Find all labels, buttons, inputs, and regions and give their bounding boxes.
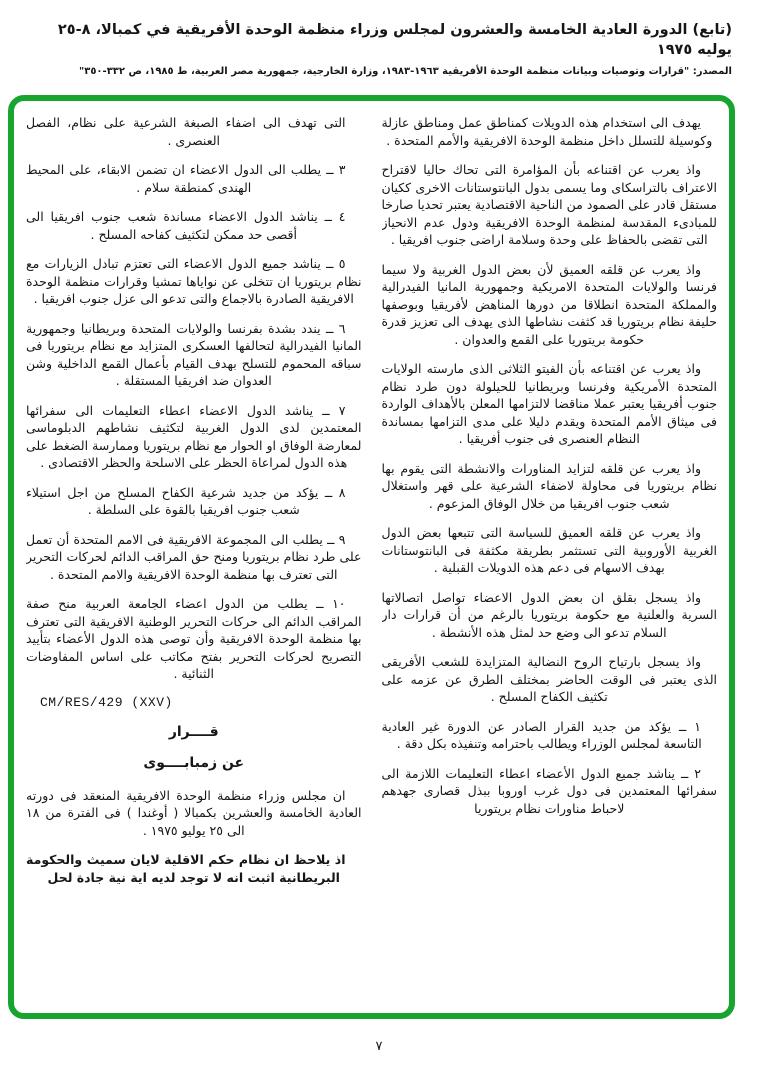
paragraph: ٦ ــ يندد بشدة بفرنسا والولايات المتحدة وبريطانيا وجمهورية المانيا الفيدرالية لتحالفها العسكرى المتزايد مع نظام بريتوريا فى سباقه المحموم للتسلح بهدف القيام بأعمال القمع الداخلية وشن العدوان ضد افريقيا المستقلة .	[26, 320, 362, 388]
source-line: المصدر: "قرارات وتوصيات وبيانات منظمة الوحدة الأفريقية ١٩٦٣-١٩٨٣، وزارة الخارجية، جمهورية مصر العربية، ط ١٩٨٥، ص ٣٣٢-٣٥٠"	[79, 66, 732, 78]
paragraph: ٣ ــ يطلب الى الدول الاعضاء ان تضمن الابقاء، على المحيط الهندى كمنطقة سلام .	[26, 162, 346, 195]
paragraph: ٥ ــ يناشد جميع الدول الاعضاء التى تعتزم تبادل الزيارات مع نظام بريتوريا ان تتخلى عن نواياها تمشيا وقرارات منظمة الوحدة الافريقية الصادرة بالاجماع والتى تدعو الى عزل جنوب افريقيا .	[26, 256, 362, 306]
paragraph: ٢ ــ يناشد جميع الدول الأعضاء اعطاء التعليمات اللازمة الى سفرائها المعتمدين فى دول غرب اوروبا ببذل قصارى جهدهم لاحباط مناورات نظام بريتوريا	[381, 765, 717, 816]
paragraph: واذ يعرب عن قلقه العميق للسياسة التى تتبعها بعض الدول الغربية الأوروبية التى تستثمر بطريقة مكثفة فى البانتوستانات بهدف الاسهام فى دعم هذه الدويلات القبلية .	[381, 525, 717, 575]
right-column	[382, 114, 718, 1000]
text-columns	[14, 101, 729, 1013]
left-column	[26, 114, 362, 1000]
resolution-noting: اذ يلاحظ ان نظام حكم الاقلية لايان سميث والحكومة البريطانية اثبت انه لا توجد لديه اية نية جادة لحل	[26, 852, 346, 885]
paragraph: واذ يعرب عن قلقه العميق لأن بعض الدول الغربية ولا سيما فرنسا والولايات المتحدة الامريكية وجمهورية المانيا الفيدرالية والمملكة المتحدة انطلاقا من دورها المناهض لأفريقيا وبوصفها حليفة نظام بريتوريا قد كثفت نشاطها الذى يهدف الى تعزيز قدرة حكومة بريتوريا على القمع والعدوان .	[381, 261, 717, 347]
paragraph: واذ يعرب عن اقتناعه بأن الفيتو الثلاثى الذى مارسته الولايات المتحدة الأمريكية وفرنسا وبريطانيا للحيلولة دون طرد نظام جنوب أفريقيا يعتبر عملا مناقضا لالتزامها المعلن بالأهداف الواردة فى ميثاق الأمم المتحدة ويقدم دليلا على مدى التزامها بمساندة النظام العنصرى فى جنوب أفريقيا .	[381, 361, 717, 446]
paragraph: واذ يعرب عن قلقه لتزايد المناورات والانشطة التى يقوم بها نظام بريتوريا فى محاولة لاضفاء الشرعية على قهر واستغلال شعب جنوب افريقيا من خلال الوفاق المزعوم .	[381, 460, 717, 511]
document-header	[30, 21, 732, 77]
paragraph: ١٠ ــ يطلب من الدول اعضاء الجامعة العربية منح صفة المراقب الدائم الى حركات التحرير الوطنية الافريقية التى تعترف بها منظمة الوحدة الافريقية وأن توصى هذه الدول الأعضاء بتأييد التصريح لحركات التحرير بفتح مكاتب على اساس المفاوضات الثنائية .	[26, 596, 362, 681]
green-border-box	[8, 95, 735, 1019]
resolution-title: قــــرار	[168, 723, 219, 740]
paragraph: ٧ ــ يناشد الدول الاعضاء اعطاء التعليمات الى سفرائها المعتمدين لدى الدول الغربية لتكثيف نشاطهم الدبلوماسى لمعارضة الوفاق او الحوار مع نظام بريتوريا وممارسة الضغط على هذه الدول لمراعاة الحظر على الاسلحة والحظر الاقتصادى .	[26, 402, 362, 470]
paragraph: ٨ ــ يؤكد من جديد شرعية الكفاح المسلح من اجل استيلاء شعب جنوب افريقيا بالقوة على السلطة .	[26, 484, 346, 517]
resolution-subtitle: عن زمبابــــوى	[143, 754, 245, 771]
paragraph: واذ يسجل بارتياح الروح النضالية المتزايدة للشعب الأفريقى الذى يعتبر فى الوقت الحاضر بمختلف الطرق عن عزمه على تكثيف الكفاح المسلح .	[381, 654, 717, 704]
page-number: ٧	[375, 1039, 383, 1054]
paragraph: واذ يعرب عن اقتناعه بأن المؤامرة التى تحاك حاليا لاقتراح الاعتراف بالتراسكاى وما يسمى بدول البانتوستانات الاخرى ككيان مستقل قادر على الصمود من الناحية الاقتصادية يعتبر تحديا صارخا للمبادىء المقدسة لمنظمة الوحدة الافريقية ودول عدم الانحياز التى تقضى بالحفاظ على وحدة وسلامة اراضى جنوب افريقيا .	[381, 162, 717, 247]
page-footer	[0, 1035, 758, 1054]
paragraph: يهدف الى استخدام هذه الدويلات كمناطق عمل ومناطق عازلة وكوسيلة للتسلل داخل منظمة الوحدة الافريقية والأمم المتحدة .	[381, 115, 713, 148]
paragraph: ٩ ــ يطلب الى المجموعة الافريقية فى الامم المتحدة أن تعمل على طرد نظام بريتوريا ومنح حق المراقب الدائم لحركات التحرير التى تعترف بها منظمة الوحدة الافريقية والامم المتحدة .	[26, 531, 362, 582]
paragraph: التى تهدف الى اضفاء الصبغة الشرعية على نظام، الفصل العنصرى .	[26, 115, 346, 148]
paragraph: ١ ــ يؤكد من جديد القرار الصادر عن الدورة غير العادية التاسعة لمجلس الوزراء ويطالب باحترامه وتنفيذه بكل دقة .	[381, 718, 702, 751]
paragraph: ٤ ــ يناشد الدول الاعضاء مساندة شعب جنوب افريقيا الى أقصى حد ممكن لتكثيف كفاحه المسلح .	[26, 209, 346, 242]
resolution-preamble: ان مجلس وزراء منظمة الوحدة الافريقية المنعقد فى دورته العادية الخامسة والعشرين بكمبالا ( أوغندا ) فى الفترة من ١٨ الى ٢٥ يوليو ١٩٧٥ .	[26, 787, 362, 838]
paragraph: واذ يسجل بقلق ان بعض الدول الاعضاء تواصل اتصالاتها السرية والعلنية مع حكومة بريتوريا بالرغم من أن قرارات دار السلام تدعو الى وضع حد لمثل هذه الأنشطة .	[381, 589, 717, 640]
resolution-number: CM/RES/429 (XXV)	[40, 694, 173, 710]
session-title: (تابع) الدورة العادية الخامسة والعشرون لمجلس وزراء منظمة الوحدة الأفريقية في كمبالا، ٨-٢٥ يوليه ١٩٧٥	[57, 22, 732, 58]
